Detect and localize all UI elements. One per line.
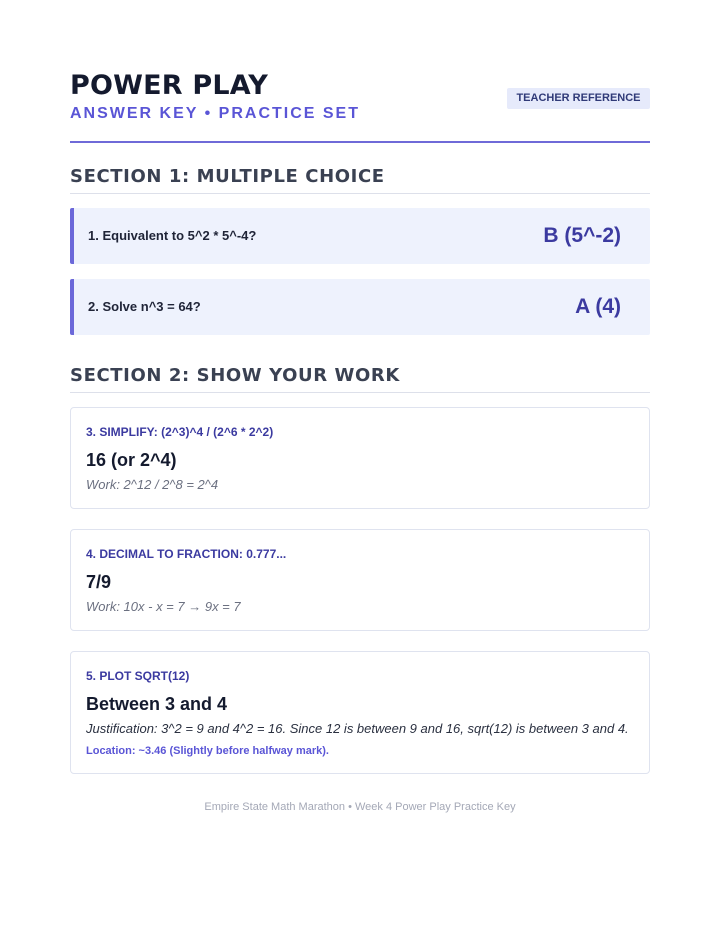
work-problem-card (70, 651, 650, 774)
header-divider (70, 141, 650, 143)
work-problem-card (70, 529, 650, 631)
page-subtitle: ANSWER KEY • PRACTICE SET (70, 105, 360, 122)
problem-answer: 7/9 (86, 572, 112, 592)
problem-answer: Between 3 and 4 (86, 694, 228, 714)
mc-question-card (70, 279, 650, 335)
work-problem-card (70, 407, 650, 509)
problem-answer: 16 (or 2^4) (86, 450, 177, 470)
section-1-divider (70, 193, 650, 194)
section-2-title: SECTION 2: SHOW YOUR WORK (70, 365, 400, 386)
problem-location: Location: ~3.46 (Slightly before halfway mark). (86, 745, 329, 757)
mc-question-card (70, 208, 650, 264)
section-1-title: SECTION 1: MULTIPLE CHOICE (70, 166, 385, 187)
problem-work: Work: 10x - x = 7 → 9x = 7 (86, 599, 241, 614)
problem-work: Work: 2^12 / 2^8 = 2^4 (86, 477, 219, 492)
problem-justification: Justification: 3^2 = 9 and 4^2 = 16. Since 12 is between 9 and 16, sqrt(12) is between 3 and 4. (86, 721, 629, 736)
page-header (70, 0, 650, 143)
page-footer: Empire State Math Marathon • Week 4 Power Play Practice Key (204, 801, 516, 813)
mc-question-text: 2. Solve n^3 = 64? (88, 299, 201, 314)
problem-label: 4. DECIMAL TO FRACTION: 0.777... (86, 547, 287, 561)
problem-label: 3. SIMPLIFY: (2^3)^4 / (2^6 * 2^2) (86, 425, 274, 439)
section-2-divider (70, 392, 650, 393)
teacher-reference-badge: TEACHER REFERENCE (507, 88, 650, 109)
page-title: POWER PLAY (70, 70, 269, 101)
mc-question-text: 1. Equivalent to 5^2 * 5^-4? (88, 228, 257, 243)
mc-answer: A (4) (575, 295, 621, 318)
mc-answer: B (5^-2) (543, 224, 621, 247)
problem-label: 5. PLOT SQRT(12) (86, 669, 190, 683)
answer-key-page (70, 0, 650, 813)
